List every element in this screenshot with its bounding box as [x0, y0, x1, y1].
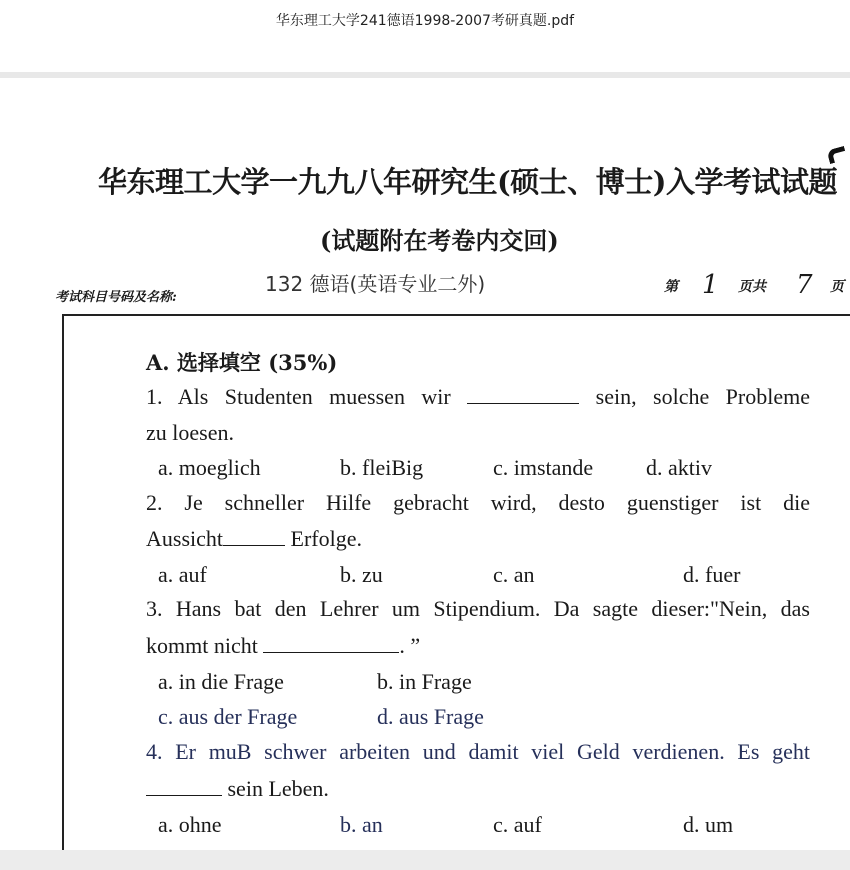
viewer-header [0, 0, 850, 72]
question-3-option-a: a. in die Frage [158, 669, 284, 694]
viewer-bottom-bar [0, 850, 850, 870]
question-3-line-2: kommt nicht . ” [146, 633, 421, 658]
question-1-line-1: 1. Als Studenten muessen wir sein, solche Probleme [146, 384, 810, 409]
corner-stamp-mark [826, 146, 847, 164]
question-2-option-c: c. an [493, 562, 535, 587]
subject-value: 132 德语(英语专业二外) [265, 272, 486, 296]
exam-title: 华东理工大学一九九八年研究生(硕士、博士)入学考试试题 [98, 165, 837, 199]
answer-blank [467, 386, 579, 404]
exam-subtitle: (试题附在考卷内交回) [320, 226, 559, 255]
question-3-option-c: c. aus der Frage [158, 704, 298, 729]
question-3-option-b: b. in Frage [377, 669, 472, 694]
question-1-option-c: c. imstande [493, 455, 594, 480]
question-4-option-c: c. auf [493, 812, 542, 837]
question-1-option-a: a. moeglich [158, 455, 261, 480]
page-number: 1 [702, 270, 719, 300]
section-heading: A. 选择填空 (35%) [146, 350, 338, 375]
question-2-line-1: 2. Je schneller Hilfe gebracht wird, desto guenstiger ist die [146, 490, 810, 515]
question-1-option-d: d. aktiv [646, 455, 712, 480]
question-2-option-d: d. fuer [683, 562, 741, 587]
page-suffix: 页 [830, 279, 844, 295]
question-3-line-1: 3. Hans bat den Lehrer um Stipendium. Da sagte dieser:"Nein, das [146, 596, 810, 621]
question-4-option-b: b. an [340, 812, 383, 837]
pdf-page[interactable] [0, 78, 850, 850]
question-4-line-2: sein Leben. [146, 776, 810, 802]
subject-label: 考试科目号码及名称: [55, 290, 177, 305]
question-4-option-a: a. ohne [158, 812, 222, 837]
answer-blank [223, 528, 285, 546]
question-4-option-d: d. um [683, 812, 734, 837]
page-total: 7 [796, 270, 813, 300]
page-total-label: 页共 [738, 279, 766, 295]
question-2-option-a: a. auf [158, 562, 207, 587]
question-1-option-b: b. fleiBig [340, 455, 424, 480]
question-2-option-b: b. zu [340, 562, 383, 587]
question-1-line-2: zu loesen. [146, 420, 234, 445]
answer-blank [146, 778, 222, 796]
question-3-option-d: d. aus Frage [377, 704, 484, 729]
question-2-line-2: Aussicht Erfolge. [146, 526, 362, 551]
document-title: 华东理工大学241德语1998-2007考研真题.pdf [275, 13, 575, 29]
answer-blank [263, 635, 399, 653]
page-prefix: 第 [664, 279, 678, 295]
question-4-line-1: 4. Er muB schwer arbeiten und damit viel Geld verdienen. Es geht [146, 739, 810, 764]
